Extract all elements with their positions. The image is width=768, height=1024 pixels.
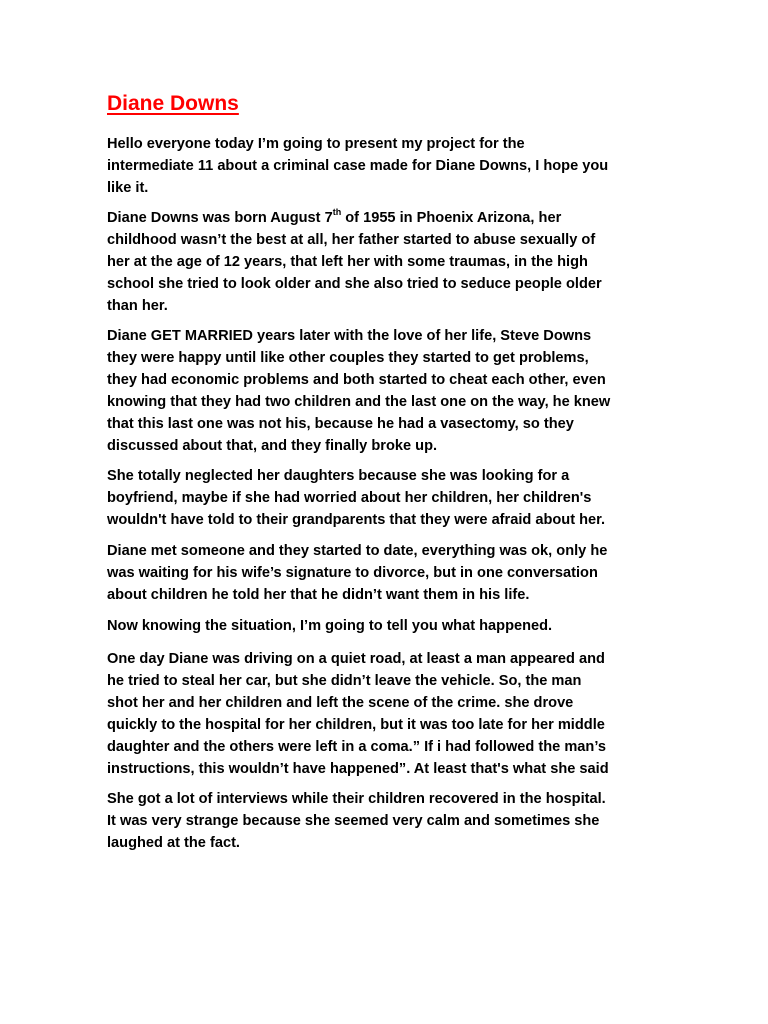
text-line: they had economic problems and both started to cheat each other, even [107, 372, 606, 388]
text-line: instructions, this wouldn’t have happened”. At least that's what she said [107, 761, 609, 777]
text-line: It was very strange because she seemed very calm and sometimes she [107, 813, 600, 829]
text-fragment: of 1955 in Phoenix Arizona, her [341, 210, 562, 226]
text-line: childhood wasn’t the best at all, her father started to abuse sexually of [107, 232, 596, 248]
text-fragment: Diane Downs was born August 7 [107, 210, 333, 226]
paragraph-dating [107, 540, 665, 606]
text-line: quickly to the hospital for her children, but it was too late for her middle [107, 717, 605, 733]
text-line: Diane met someone and they started to date, everything was ok, only he [107, 543, 608, 559]
paragraph-marriage [107, 325, 665, 457]
text-line: discussed about that, and they finally broke up. [107, 438, 438, 454]
paragraph-intro [107, 133, 665, 199]
text-line: She got a lot of interviews while their children recovered in the hospital. [107, 791, 606, 807]
text-line: that this last one was not his, because he had a vasectomy, so they [107, 416, 574, 432]
text-line: school she tried to look older and she also tried to seduce people older [107, 276, 602, 292]
paragraph-situation [107, 615, 665, 637]
text-line: like it. [107, 180, 149, 196]
text-line: he tried to steal her car, but she didn’t leave the vehicle. So, the man [107, 673, 582, 689]
text-line: knowing that they had two children and the last one on the way, he knew [107, 394, 611, 410]
text-line [107, 207, 665, 229]
paragraph-interviews [107, 788, 665, 854]
text-line: wouldn't have told to their grandparents that they were afraid about her. [107, 512, 606, 528]
text-line: Diane GET MARRIED years later with the love of her life, Steve Downs [107, 328, 592, 344]
text-line: shot her and her children and left the scene of the crime. she drove [107, 695, 574, 711]
text-line: intermediate 11 about a criminal case made for Diane Downs, I hope you [107, 158, 609, 174]
ordinal-superscript: th [332, 207, 342, 218]
text-line: her at the age of 12 years, that left her with some traumas, in the high [107, 254, 588, 270]
text-line: about children he told her that he didn’t want them in his life. [107, 587, 530, 603]
text-line: She totally neglected her daughters because she was looking for a [107, 468, 570, 484]
document-title: Diane Downs [107, 92, 239, 115]
text-line: daughter and the others were left in a coma.” If i had followed the man’s [107, 739, 606, 755]
text-line: Hello everyone today I’m going to present my project for the [107, 136, 525, 152]
text-line: was waiting for his wife’s signature to divorce, but in one conversation [107, 565, 598, 581]
paragraph-crime [107, 648, 665, 780]
text-line: they were happy until like other couples they started to get problems, [107, 350, 589, 366]
text-line: Now knowing the situation, I’m going to tell you what happened. [107, 618, 553, 634]
paragraph-birth [107, 207, 665, 317]
text-line: boyfriend, maybe if she had worried about her children, her children's [107, 490, 592, 506]
text-line: One day Diane was driving on a quiet road, at least a man appeared and [107, 651, 605, 667]
text-line: than her. [107, 298, 168, 314]
text-line: laughed at the fact. [107, 835, 240, 851]
paragraph-neglect [107, 465, 665, 531]
